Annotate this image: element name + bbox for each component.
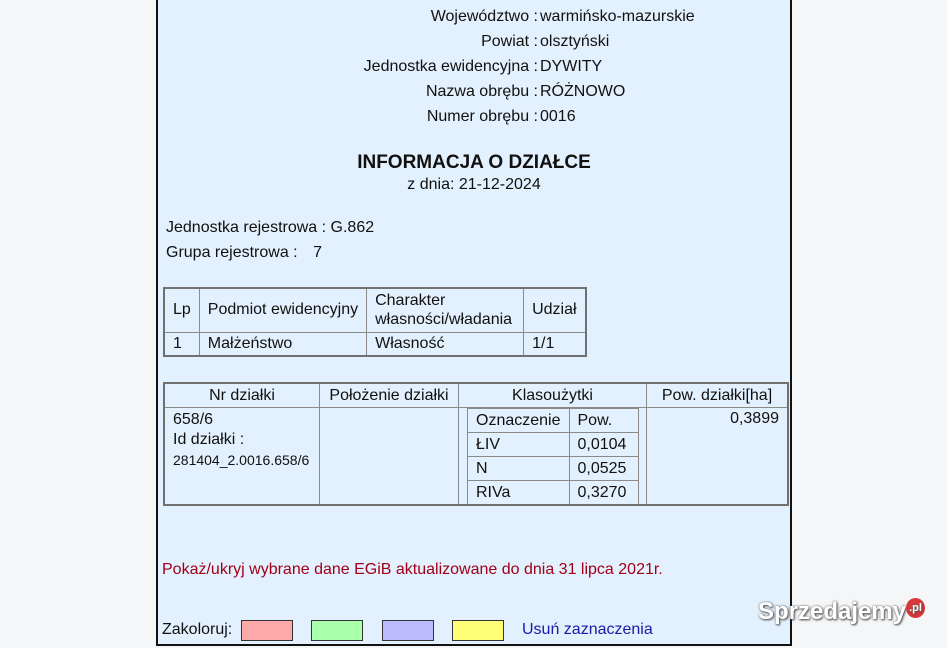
registry-group-label: Grupa rejestrowa : (166, 244, 298, 261)
parcel-id-label: Id działki : (173, 431, 245, 448)
precinct-name-value: RÓŻNOWO (540, 83, 626, 100)
table-row (468, 481, 639, 505)
registry-group (166, 244, 338, 262)
cell-lp: 1 (164, 332, 199, 356)
color-swatch-red[interactable] (241, 620, 293, 641)
registry-unit-label: Jednostka rejestrowa : (166, 219, 327, 236)
table-row (468, 433, 639, 457)
color-swatch-blue[interactable] (382, 620, 434, 641)
classes-table (467, 408, 639, 504)
colorize-label: Zakoloruj: (162, 621, 233, 638)
county-value: olsztyński (540, 33, 610, 50)
watermark-logo (758, 598, 925, 626)
toggle-egib-data-link[interactable]: Pokaż/ukryj wybrane dane EGiB aktualizowane do dnia 31 lipca 2021r. (162, 561, 663, 578)
page-title: INFORMACJA O DZIAŁCE (357, 152, 591, 173)
precinct-number-label: Numer obrębu : (426, 108, 538, 125)
unit-value: DYWITY (540, 58, 603, 75)
registry-unit-value: G.862 (330, 219, 375, 236)
precinct-name-label: Nazwa obrębu : (425, 83, 538, 100)
classes-cell (459, 408, 647, 506)
cell-share: 1/1 (524, 332, 586, 356)
header-lp: Lp (164, 288, 199, 332)
class-area: 0,0104 (569, 433, 638, 457)
parcel-id: 281404_2.0016.658/6 (173, 452, 310, 468)
precinct-number-value: 0016 (540, 108, 576, 125)
registry-unit (166, 219, 374, 237)
county-label: Powiat : (481, 33, 538, 50)
classes-header-symbol: Oznaczenie (468, 409, 570, 433)
registry-group-value: 7 (313, 244, 323, 261)
class-area: 0,0525 (569, 457, 638, 481)
class-symbol: ŁIV (468, 433, 570, 457)
class-area: 0,3270 (569, 481, 638, 505)
table-row (164, 332, 586, 356)
header-area: Pow. działki[ha] (647, 383, 789, 408)
parcel-info-panel (156, 0, 792, 646)
cell-subject: Małżeństwo (199, 332, 366, 356)
parcel-location (320, 408, 459, 506)
header-share: Udział (524, 288, 586, 332)
color-swatch-yellow[interactable] (452, 620, 504, 641)
class-symbol: N (468, 457, 570, 481)
table-row (468, 457, 639, 481)
date: z dnia: 21-12-2024 (407, 176, 541, 193)
clear-selection-link[interactable]: Usuń zaznaczenia (522, 621, 653, 638)
class-symbol: RIVa (468, 481, 570, 505)
watermark-suffix: .pl (906, 598, 925, 618)
parcel-number-cell (164, 408, 320, 506)
color-swatch-green[interactable] (311, 620, 363, 641)
header-parcel-number: Nr działki (164, 383, 320, 408)
parcel-number: 658/6 (173, 411, 214, 428)
cell-ownership: Własność (367, 332, 524, 356)
voivodeship-label: Województwo : (430, 8, 538, 25)
voivodeship-value: warmińsko-mazurskie (540, 8, 695, 25)
classes-header-area: Pow. (569, 409, 638, 433)
header-location: Położenie działki (320, 383, 459, 408)
watermark-text: Sprzedajemy (758, 598, 907, 625)
unit-label: Jednostka ewidencyjna : (363, 58, 538, 75)
parcel-table (163, 382, 789, 506)
owners-table (163, 287, 587, 357)
header-classes: Klasoużytki (459, 383, 647, 408)
header-subject: Podmiot ewidencyjny (199, 288, 366, 332)
parcel-area: 0,3899 (647, 408, 789, 506)
header-ownership: Charakter własności/władania (367, 288, 524, 332)
